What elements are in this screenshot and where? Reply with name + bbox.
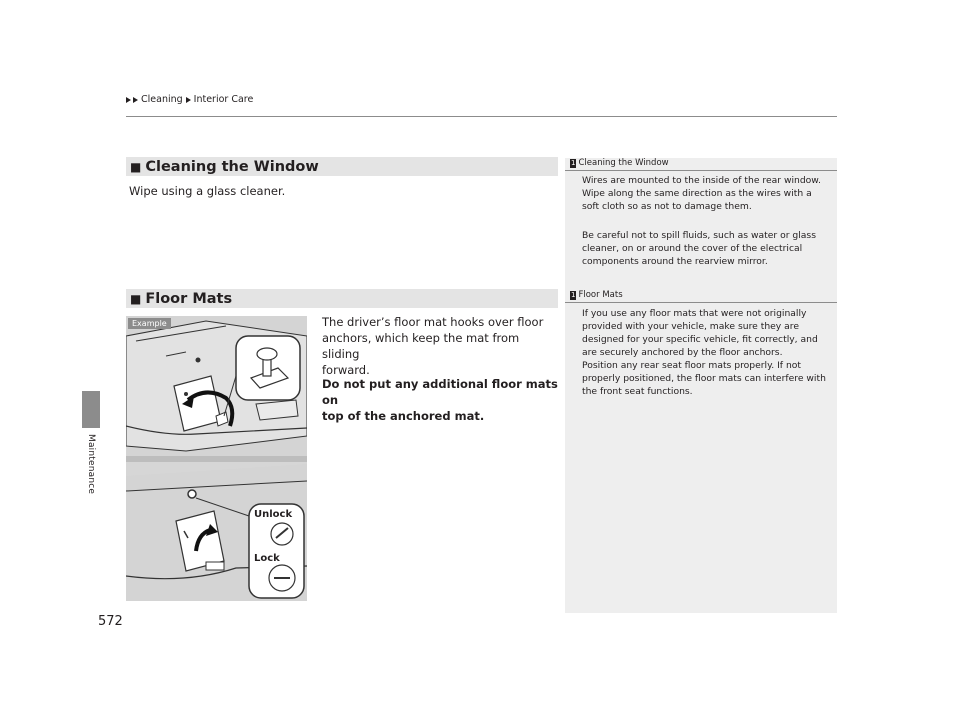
- breadcrumb-arrow-icon: [126, 97, 131, 103]
- text-line: top of the anchored mat.: [322, 409, 485, 423]
- text-line: Be careful not to spill fluids, such as water or glass: [582, 230, 816, 241]
- text-line: Wires are mounted to the inside of the rear window.: [582, 175, 821, 186]
- note-body-floor-mats: [582, 307, 830, 398]
- unlock-label: Unlock: [254, 509, 293, 520]
- section-square-icon: ■: [130, 291, 142, 306]
- note-divider: [565, 302, 837, 303]
- text-line: If you use any floor mats that were not originally: [582, 308, 807, 319]
- section-square-icon: ■: [130, 159, 142, 174]
- text-line: provided with your vehicle, make sure they are: [582, 321, 800, 332]
- note-body-window-paragraph-1: [582, 174, 830, 213]
- example-tag: Example: [128, 318, 171, 329]
- text-line: cleaner, on or around the cover of the electrical: [582, 243, 803, 254]
- section-header-cleaning-window: [126, 157, 558, 176]
- section-header-floor-mats: [126, 289, 558, 308]
- chapter-tab: [82, 391, 100, 428]
- text-line: properly positioned, the floor mats can interfere with: [582, 373, 826, 384]
- text-line: designed for your specific vehicle, fit correctly, and: [582, 334, 818, 345]
- window-instruction: Wipe using a glass cleaner.: [129, 184, 286, 198]
- section-title: Cleaning the Window: [145, 158, 319, 175]
- text-line: Position any rear seat floor mats properly. If not: [582, 360, 801, 371]
- note-title-cleaning-window: [570, 158, 669, 168]
- header-divider: [126, 116, 837, 117]
- note-body-window-paragraph-2: [582, 229, 830, 268]
- note-reference-icon: 1: [571, 290, 576, 299]
- text-line: components around the rearview mirror.: [582, 256, 768, 267]
- breadcrumb-arrow-icon: [133, 97, 138, 103]
- note-reference-icon: 1: [571, 158, 576, 167]
- breadcrumb-item-interior-care[interactable]: Interior Care: [193, 94, 254, 105]
- floor-mats-description: [322, 314, 558, 378]
- text-line: Do not put any additional floor mats on: [322, 377, 558, 407]
- breadcrumb-item-cleaning[interactable]: Cleaning: [141, 94, 183, 105]
- text-line: The driver’s floor mat hooks over floor: [322, 315, 544, 329]
- breadcrumb-arrow-icon: [186, 97, 191, 103]
- text-line: Wipe along the same direction as the wires with a: [582, 188, 812, 199]
- note-title-text: Cleaning the Window: [578, 158, 669, 168]
- text-line: the front seat functions.: [582, 386, 693, 397]
- text-line: are securely anchored by the floor anchors.: [582, 347, 783, 358]
- note-title-text: Floor Mats: [578, 290, 623, 300]
- section-title: Floor Mats: [145, 290, 233, 307]
- chapter-label: Maintenance: [86, 434, 96, 495]
- note-divider: [565, 170, 837, 171]
- note-title-floor-mats: [570, 290, 623, 300]
- text-line: anchors, which keep the mat from sliding: [322, 331, 520, 361]
- text-line: forward.: [322, 363, 370, 377]
- lock-label: Lock: [254, 553, 280, 564]
- breadcrumb: [126, 94, 256, 105]
- page-number: 572: [98, 614, 123, 629]
- floor-mats-warning: [322, 376, 558, 424]
- text-line: soft cloth so as not to damage them.: [582, 201, 752, 212]
